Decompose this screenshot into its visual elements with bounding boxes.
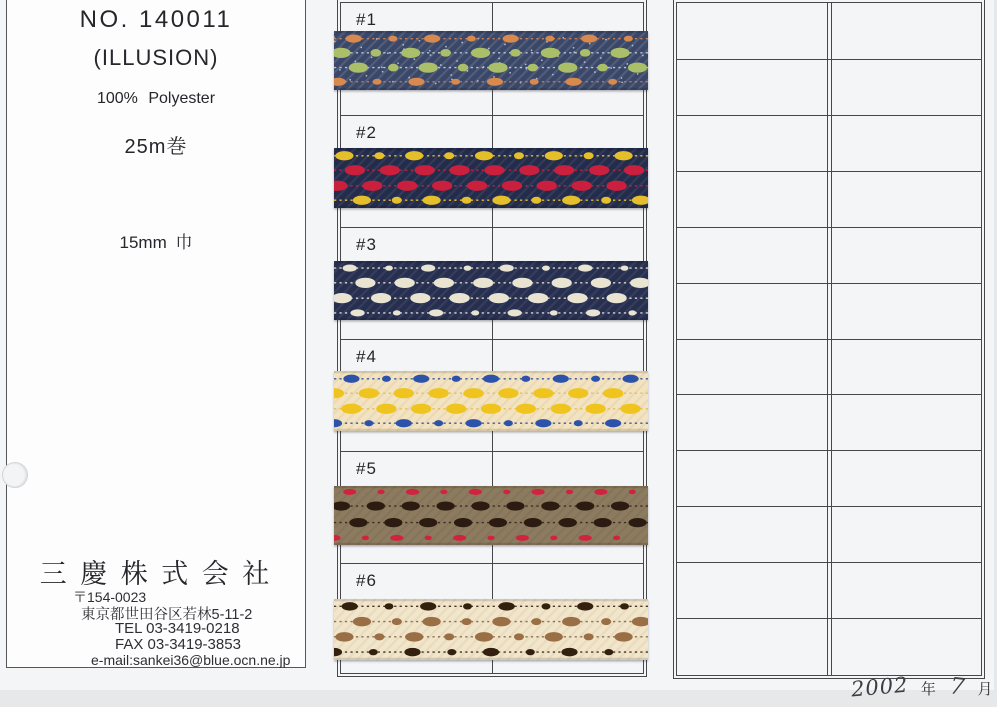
grid-line <box>677 506 981 507</box>
sample-number-label: #4 <box>356 347 377 366</box>
sample-grid-table <box>340 2 644 674</box>
ribbon-sample-6 <box>334 599 648 660</box>
company-email: e-mail:sankei36@blue.ocn.ne.jp <box>91 652 291 668</box>
sample-number-label: #2 <box>356 123 377 142</box>
empty-grid-table <box>676 2 982 676</box>
ribbon-sample-1 <box>334 31 648 90</box>
ribbon-sample-5 <box>334 486 648 545</box>
scan-margin <box>0 690 997 707</box>
info-card <box>6 0 306 668</box>
grid-line <box>677 59 981 60</box>
date-note <box>851 674 992 700</box>
ribbon-sample-2 <box>334 148 648 208</box>
roll-length-label: 25m巻 <box>124 136 188 158</box>
date-month: 7 <box>949 673 967 701</box>
company-tel: TEL 03-3419-0218 <box>115 620 240 637</box>
grid-line <box>677 171 981 172</box>
grid-line <box>677 227 981 228</box>
company-postal-code: 〒154-0023 <box>73 589 147 605</box>
grid-line <box>677 618 981 619</box>
material-label: 100% Polyester <box>96 90 216 107</box>
tape-width-label: 15mm 巾 <box>119 233 193 252</box>
sample-number-label: #1 <box>356 10 377 29</box>
date-year: 2002 <box>850 672 910 702</box>
grid-line <box>677 562 981 563</box>
company-fax: FAX 03-3419-3853 <box>115 636 241 653</box>
date-month-suffix: 月 <box>977 681 993 698</box>
grid-line <box>677 115 981 116</box>
product-number: NO. 140011 <box>79 6 233 33</box>
grid-line <box>677 394 981 395</box>
product-name: (ILLUSION) <box>93 45 219 70</box>
sample-number-label: #6 <box>356 571 377 590</box>
company-address: 東京都世田谷区若林5-11-2 <box>81 607 253 623</box>
grid-line <box>677 283 981 284</box>
date-year-suffix: 年 <box>920 681 936 698</box>
punch-hole <box>2 462 28 488</box>
grid-line <box>677 450 981 451</box>
company-name: 三 慶 株 式 会 社 <box>39 559 273 589</box>
ribbon-sample-3 <box>334 261 648 320</box>
grid-line <box>677 339 981 340</box>
ribbon-sample-4 <box>334 371 648 431</box>
sample-number-label: #5 <box>356 459 377 478</box>
sample-number-label: #3 <box>356 235 377 254</box>
